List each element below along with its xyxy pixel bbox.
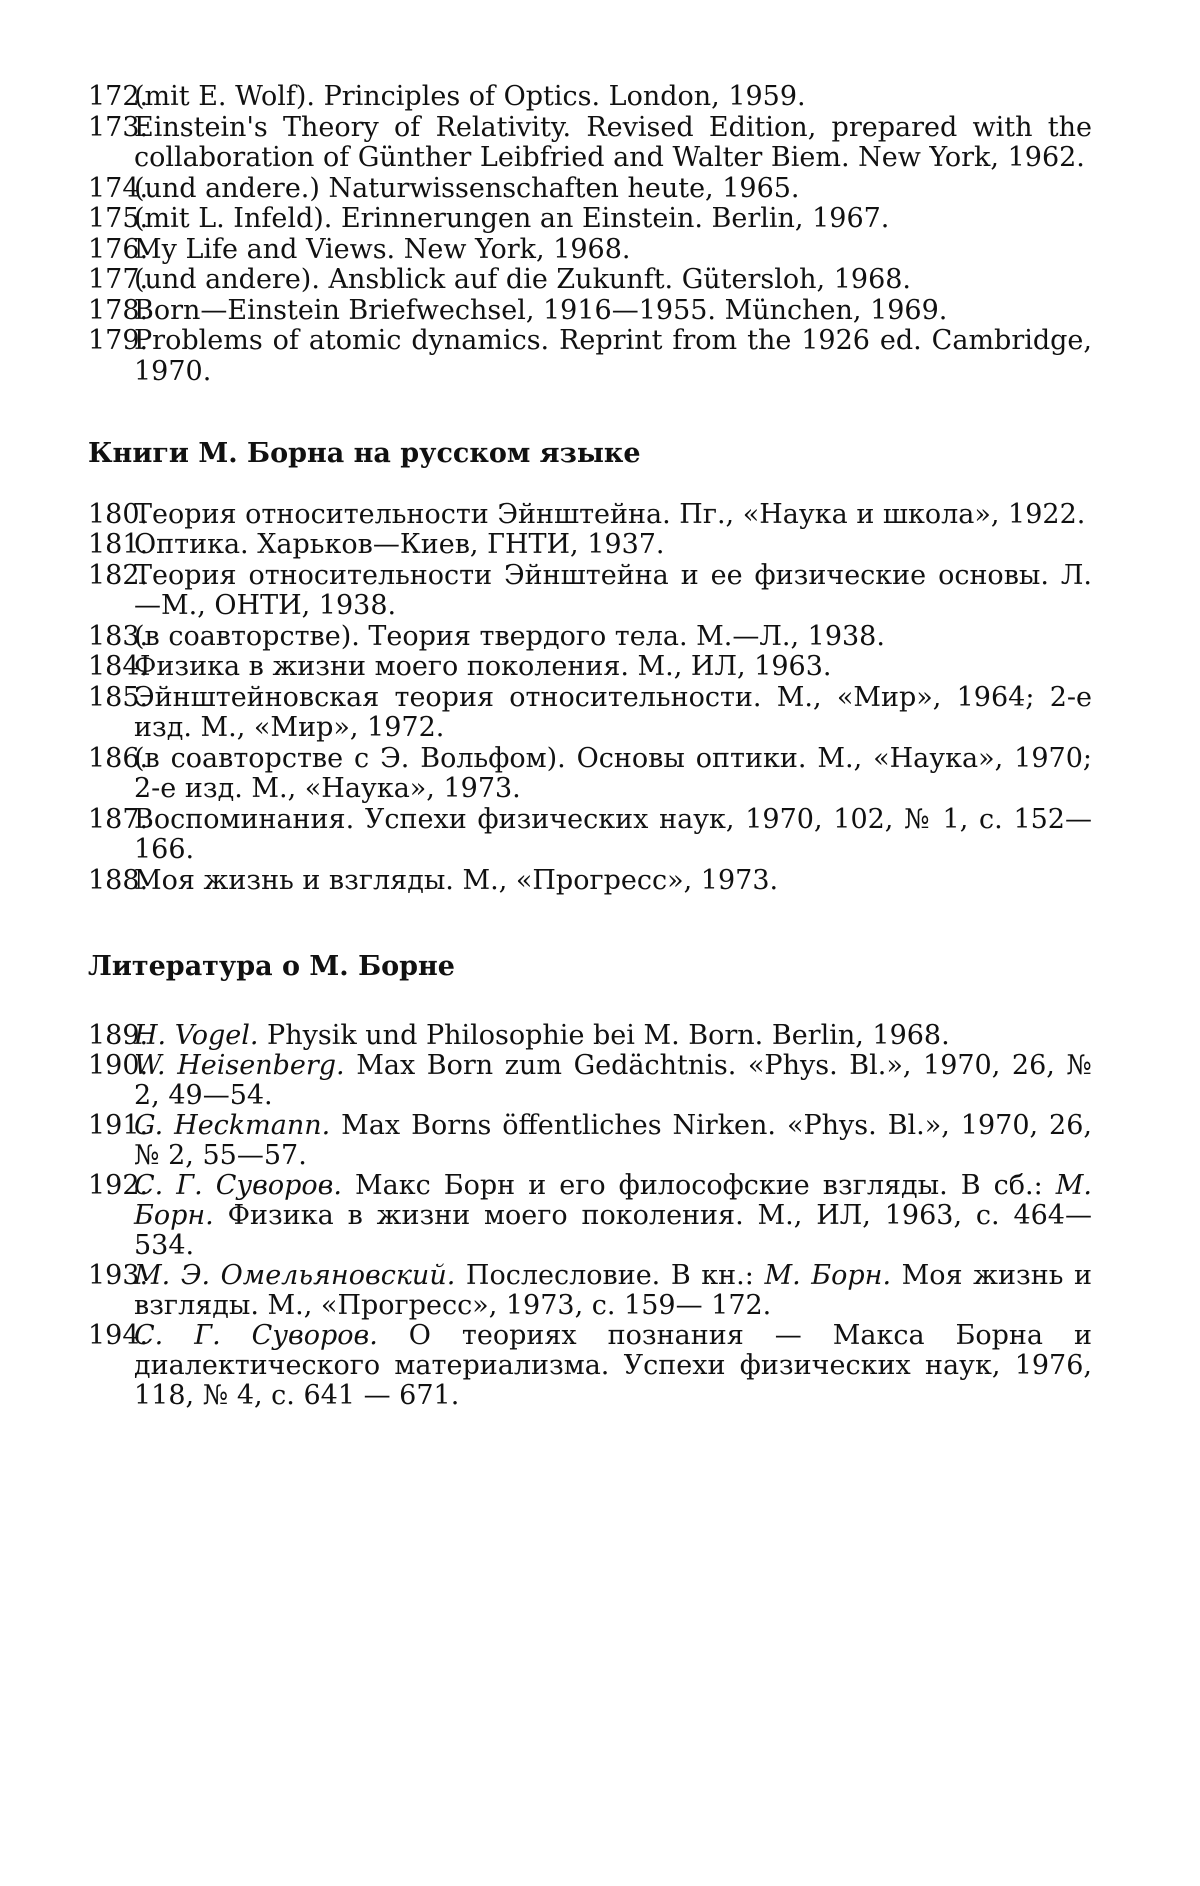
- entry-text: (mit L. Infeld). Erinnerungen an Einstein. Berlin, 1967.: [134, 203, 890, 234]
- entry-author: С. Г. Суворов.: [134, 1169, 342, 1201]
- entry-number: 181.: [88, 529, 149, 560]
- entry-text: Born—Einstein Briefwechsel, 1916—1955. München, 1969.: [134, 294, 948, 326]
- bibliography-entry: [88, 805, 1092, 866]
- entry-number: 174.: [88, 172, 149, 204]
- entry-text: Problems of atomic dynamics. Reprint from the 1926 ed. Cambridge, 1970.: [134, 325, 1092, 387]
- entry-number: 184.: [88, 651, 149, 682]
- entry-number: 179.: [88, 325, 149, 356]
- entry-author: G. Heckmann.: [134, 1109, 331, 1141]
- bibliography-entry: [88, 326, 1092, 387]
- entry-text: Оптика. Харьков—Киев, ГНТИ, 1937.: [134, 529, 665, 560]
- entry-text: Einstein's Theory of Relativity. Revised Edition, prepared with the collaboration of Günther Leibfried and Walter Biem. New York, 1962.: [134, 111, 1092, 173]
- bibliography-entry: [88, 530, 1092, 561]
- entry-author: М. Борн.: [134, 1169, 1092, 1231]
- entry-number: 172.: [88, 81, 149, 112]
- entry-author: М. Э. Омельяновский.: [134, 1259, 456, 1291]
- entry-number: 187.: [88, 803, 149, 835]
- entry-text: Послесловие. В кн.:: [455, 1259, 765, 1291]
- section-heading-literature: Литература о М. Борне: [88, 951, 455, 982]
- entry-text: Макс Борн и его философские взгляды. В сб.:: [341, 1169, 1056, 1201]
- entry-text: Physik und Philosophie bei M. Born. Berlin, 1968.: [258, 1019, 950, 1051]
- bibliography-list-works: [88, 82, 1092, 387]
- entry-number: 190.: [88, 1049, 149, 1081]
- entry-text: Max Born zum Gedächtnis. «Phys. Bl.», 1970, 26, № 2, 49—54.: [134, 1049, 1092, 1111]
- entry-text: Max Borns öffentliches Nirken. «Phys. Bl.», 1970, 26, № 2, 55—57.: [134, 1109, 1092, 1171]
- bibliography-entry: [88, 652, 1092, 683]
- entry-number: 173.: [88, 111, 149, 143]
- bibliography-entry: [88, 235, 1092, 266]
- entry-number: 177.: [88, 264, 149, 295]
- entry-author: W. Heisenberg.: [134, 1049, 345, 1081]
- bibliography-entry: [88, 265, 1092, 296]
- bibliography-entry: [88, 204, 1092, 235]
- entry-number: 186.: [88, 742, 149, 774]
- entry-text: Теория относительности Эйнштейна и ее физические основы. Л.—М., ОНТИ, 1938.: [134, 559, 1092, 621]
- bibliography-entry: [88, 1171, 1092, 1261]
- entry-text: Физика в жизни моего поколения. М., ИЛ, 1963, с. 464—534.: [134, 1199, 1092, 1261]
- entry-number: 191.: [88, 1109, 149, 1141]
- entry-text: Моя жизнь и взгляды. М., «Прогресс», 1973.: [134, 864, 779, 896]
- bibliography-entry: [88, 866, 1092, 897]
- entry-number: 194.: [88, 1319, 149, 1351]
- entry-number: 182.: [88, 559, 149, 591]
- entry-text: (mit E. Wolf). Principles of Optics. London, 1959.: [134, 81, 806, 112]
- bibliography-entry: [88, 683, 1092, 744]
- entry-number: 193.: [88, 1259, 149, 1291]
- entry-number: 189.: [88, 1019, 149, 1051]
- bibliography-entry: [88, 1321, 1092, 1411]
- bibliography-entry: [88, 1021, 1092, 1051]
- entry-author: М. Борн.: [764, 1259, 892, 1291]
- entry-text: Теория относительности Эйнштейна. Пг., «Наука и школа», 1922.: [134, 498, 1086, 530]
- bibliography-list-literature: [88, 1021, 1092, 1411]
- entry-number: 175.: [88, 203, 149, 234]
- bibliography-entry: [88, 296, 1092, 327]
- bibliography-list-russian: [88, 500, 1092, 897]
- entry-number: 180.: [88, 498, 149, 530]
- bibliography-entry: [88, 622, 1092, 653]
- entry-text: (und andere). Ansblick auf die Zukunft. Gütersloh, 1968.: [134, 264, 912, 295]
- bibliography-entry: [88, 500, 1092, 531]
- entry-number: 183.: [88, 620, 149, 652]
- entry-text: Физика в жизни моего поколения. М., ИЛ, 1963.: [134, 651, 832, 682]
- entry-author: Н. Vogel.: [134, 1019, 259, 1051]
- bibliography-entry: [88, 1261, 1092, 1321]
- entry-text: My Life and Views. New York, 1968.: [134, 233, 631, 265]
- bibliography-entry: [88, 1051, 1092, 1111]
- entry-text: О теориях познания — Макса Борна и диалектического материализма. Успехи физических наук, 1976, 118, № 4, с. 641 — 671.: [134, 1319, 1092, 1411]
- entry-text: (в соавторстве с Э. Вольфом). Основы оптики. М., «Наука», 1970; 2-е изд. М., «Наука», 1973.: [134, 742, 1092, 804]
- bibliography-page: [88, 82, 1092, 1411]
- bibliography-entry: [88, 82, 1092, 113]
- bibliography-entry: [88, 561, 1092, 622]
- entry-number: 188.: [88, 864, 149, 896]
- entry-author: С. Г. Суворов.: [134, 1319, 378, 1351]
- bibliography-entry: [88, 744, 1092, 805]
- entry-text: Эйнштейновская теория относительности. М., «Мир», 1964; 2-е изд. М., «Мир», 1972.: [134, 681, 1092, 743]
- section-heading-russian-books: Книги М. Борна на русском языке: [88, 438, 641, 469]
- entry-number: 178.: [88, 294, 149, 326]
- bibliography-entry: [88, 113, 1092, 174]
- entry-text: Моя жизнь и взгляды. М., «Прогресс», 1973, с. 159— 172.: [134, 1259, 1093, 1321]
- entry-text: (und andere.) Naturwissenschaften heute, 1965.: [134, 172, 800, 204]
- entry-number: 176.: [88, 233, 149, 265]
- bibliography-entry: [88, 174, 1092, 205]
- entry-number: 192.: [88, 1169, 149, 1201]
- entry-text: Воспоминания. Успехи физических наук, 1970, 102, № 1, с. 152—166.: [134, 803, 1092, 865]
- entry-text: (в соавторстве). Теория твердого тела. М.—Л., 1938.: [134, 620, 885, 652]
- entry-number: 185.: [88, 681, 149, 713]
- bibliography-entry: [88, 1111, 1092, 1171]
